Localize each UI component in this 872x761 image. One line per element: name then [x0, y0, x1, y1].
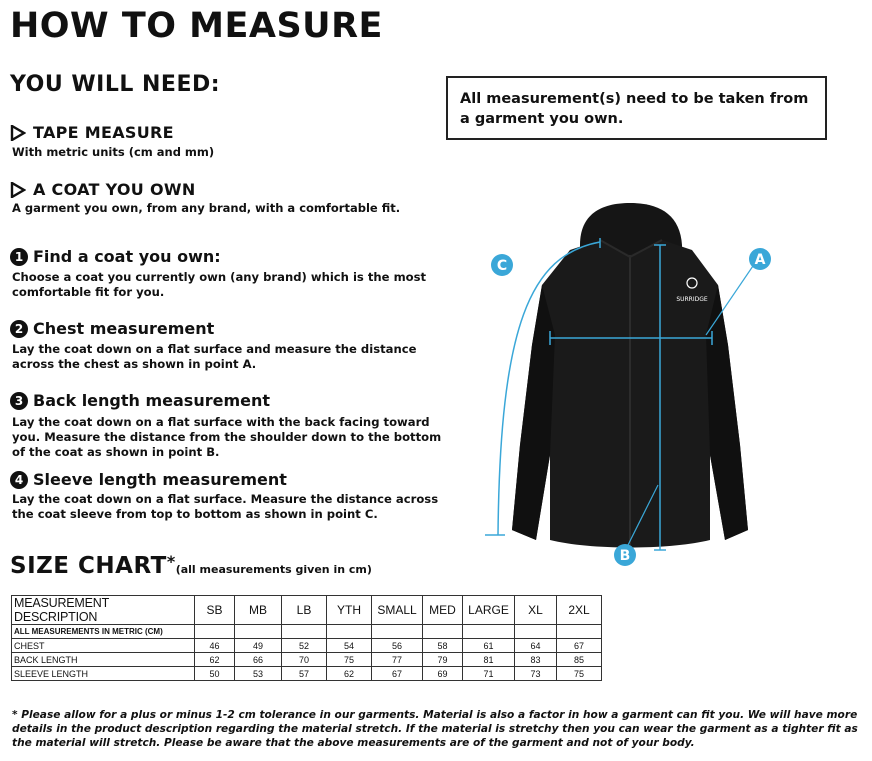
step-4-heading: [10, 470, 287, 489]
table-row: [12, 639, 602, 653]
jacket-illustration: [512, 203, 748, 548]
table-cell: 54: [327, 639, 372, 653]
size-col-header: XL: [515, 596, 557, 625]
size-chart-table: [11, 595, 602, 681]
point-a-label: A: [754, 252, 766, 268]
table-cell: 67: [557, 639, 602, 653]
table-row: [12, 667, 602, 681]
table-cell: 69: [423, 667, 463, 681]
table-cell: 58: [423, 639, 463, 653]
requirement-detail: A garment you own, from any brand, with a comfortable fit.: [12, 201, 401, 215]
requirement-coat: [10, 180, 196, 199]
table-cell: 56: [372, 639, 423, 653]
size-chart-title: SIZE CHART: [10, 553, 167, 579]
table-cell: 67: [372, 667, 423, 681]
table-cell: 57: [282, 667, 327, 681]
row-label: BACK LENGTH: [12, 653, 195, 667]
requirement-label: TAPE MEASURE: [33, 123, 174, 142]
table-cell: 52: [282, 639, 327, 653]
size-chart-asterisk: *: [166, 552, 176, 571]
step-number-badge: 4: [10, 471, 28, 489]
logo-text: SURRIDGE: [676, 296, 708, 303]
size-chart-heading: [10, 553, 372, 579]
table-cell: 79: [423, 653, 463, 667]
table-cell: 83: [515, 653, 557, 667]
measurement-note-box: All measurement(s) need to be taken from a garment you own.: [446, 76, 827, 140]
point-c-marker: [491, 254, 513, 276]
size-col-header: MED: [423, 596, 463, 625]
step-title: Chest measurement: [33, 319, 215, 338]
size-col-header: LB: [282, 596, 327, 625]
play-triangle-icon: [10, 182, 26, 198]
point-a-marker: [749, 248, 771, 270]
metric-subheader: ALL MEASUREMENTS IN METRIC (CM): [12, 625, 195, 639]
size-col-header: MB: [235, 596, 282, 625]
point-b-label: B: [619, 548, 631, 564]
size-col-header: LARGE: [463, 596, 515, 625]
step-title: Sleeve length measurement: [33, 470, 287, 489]
table-cell: 50: [195, 667, 235, 681]
step-1-heading: [10, 247, 221, 266]
table-cell: 64: [515, 639, 557, 653]
size-chart-note: (all measurements given in cm): [175, 563, 372, 576]
table-cell: 81: [463, 653, 515, 667]
size-col-header: SB: [195, 596, 235, 625]
step-number-badge: 3: [10, 392, 28, 410]
step-number-badge: 2: [10, 320, 28, 338]
size-col-header: YTH: [327, 596, 372, 625]
table-cell: 85: [557, 653, 602, 667]
step-3-heading: [10, 391, 270, 410]
table-cell: 73: [515, 667, 557, 681]
table-cell: 49: [235, 639, 282, 653]
size-header-row: [12, 596, 602, 625]
table-cell: 71: [463, 667, 515, 681]
step-title: Back length measurement: [33, 391, 271, 410]
disclaimer-text: * Please allow for a plus or minus 1-2 cm tolerance in our garments. Material is also a factor in how a garment can fit you. We will have more details in the product description regarding the material stretch. If the material is stretchy then you can wear the garment as a tighter fit as the material will stretch. Please be aware that the above measurements are of the garment and not of your body.: [12, 709, 858, 749]
table-row: [12, 653, 602, 667]
table-cell: 61: [463, 639, 515, 653]
requirement-detail: With metric units (cm and mm): [12, 145, 215, 159]
table-cell: 66: [235, 653, 282, 667]
table-cell: 77: [372, 653, 423, 667]
step-1-body: Choose a coat you currently own (any brand) which is the most comfortable fit for you.: [12, 270, 427, 299]
step-3-body: Lay the coat down on a flat surface with the back facing toward you. Measure the distance from the shoulder down to the bottom of the coat as shown in point B.: [12, 415, 442, 459]
step-title: Find a coat you own:: [33, 247, 221, 266]
table-cell: 53: [235, 667, 282, 681]
table-cell: 75: [557, 667, 602, 681]
page-title: HOW TO MEASURE: [10, 6, 383, 46]
size-col-header: SMALL: [372, 596, 423, 625]
table-cell: 62: [327, 667, 372, 681]
step-4-body: Lay the coat down on a flat surface. Measure the distance across the coat sleeve from top to bottom as shown in point C.: [12, 492, 439, 521]
size-col-header: 2XL: [557, 596, 602, 625]
step-2-body: Lay the coat down on a flat surface and measure the distance across the chest as shown in point A.: [12, 342, 417, 371]
requirement-label: A COAT YOU OWN: [33, 180, 196, 199]
step-number-badge: 1: [10, 248, 28, 266]
row-label: SLEEVE LENGTH: [12, 667, 195, 681]
point-c-label: C: [496, 258, 508, 274]
table-cell: 75: [327, 653, 372, 667]
step-2-heading: [10, 319, 214, 338]
play-triangle-icon: [10, 125, 26, 141]
row-label: CHEST: [12, 639, 195, 653]
you-will-need-heading: YOU WILL NEED:: [10, 72, 221, 97]
point-b-marker: [614, 544, 636, 566]
jacket-diagram: [470, 195, 800, 575]
table-cell: 62: [195, 653, 235, 667]
requirement-tape-measure: [10, 123, 174, 142]
table-cell: 70: [282, 653, 327, 667]
table-cell: 46: [195, 639, 235, 653]
metric-subheader-row: [12, 625, 602, 639]
desc-header: MEASUREMENT DESCRIPTION: [12, 596, 195, 625]
